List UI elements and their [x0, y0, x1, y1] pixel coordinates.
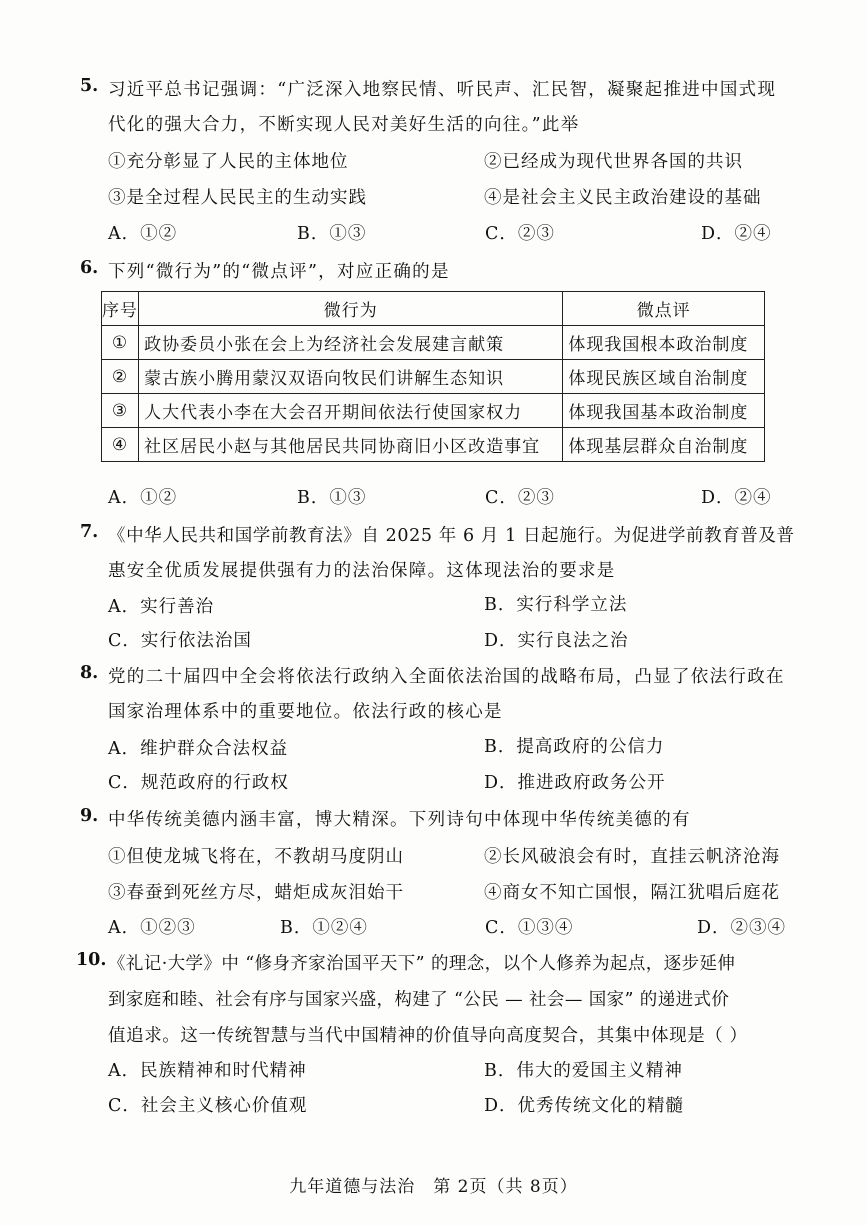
statement-3: ③是全过程人民民主的生动实践 — [108, 188, 367, 208]
question-number: 5. — [80, 76, 99, 96]
table-cell: 体现我国基本政治制度 — [563, 394, 765, 428]
table-cell: 社区居民小赵与其他居民共同协商旧小区改造事宜 — [139, 428, 563, 462]
option-a[interactable]: A．①②③ — [108, 918, 196, 938]
statement-1: ①充分彰显了人民的主体地位 — [108, 152, 349, 172]
option-a[interactable]: A．①② — [108, 224, 178, 244]
behavior-comment-table — [101, 291, 765, 462]
question-stem-line: 下列“微行为”的“微点评”，对应正确的是 — [108, 262, 450, 282]
statement-1: ①但使龙城飞将在，不教胡马度阴山 — [108, 847, 404, 867]
option-d[interactable]: D．推进政府政务公开 — [484, 773, 666, 793]
table-row — [102, 326, 765, 360]
table-cell: ③ — [102, 394, 139, 428]
option-a[interactable]: A．维护群众合法权益 — [108, 739, 289, 759]
table-row — [102, 428, 765, 462]
table-header-row — [102, 292, 765, 326]
question-number: 6. — [80, 258, 99, 278]
option-c[interactable]: C．实行依法治国 — [108, 631, 252, 651]
table-cell: ② — [102, 360, 139, 394]
question-number: 8. — [80, 663, 99, 683]
option-d[interactable]: D．实行良法之治 — [484, 631, 629, 651]
question-stem-line: 党的二十届四中全会将依法行政纳入全面依法治国的战略布局，凸显了依法行政在 — [108, 667, 785, 687]
table-cell: 体现基层群众自治制度 — [563, 428, 765, 462]
table-row — [102, 360, 765, 394]
table-cell: 政协委员小张在会上为经济社会发展建言献策 — [139, 326, 563, 360]
question-stem-line: 惠安全优质发展提供强有力的法治保障。这体现法治的要求是 — [108, 561, 616, 581]
question-stem-line: 代化的强大合力，不断实现人民对美好生活的向往。”此举 — [108, 115, 580, 135]
statement-4: ④是社会主义民主政治建设的基础 — [484, 188, 762, 208]
option-c[interactable]: C．②③ — [485, 488, 555, 508]
header-cell: 序号 — [102, 292, 139, 326]
page-footer: 九年道德与法治 第 2页（共 8页） — [289, 1177, 578, 1197]
option-d[interactable]: D．②④ — [701, 224, 772, 244]
question-stem-line: 到家庭和睦、社会有序与国家兴盛，构建了 “公民 — 社会— 国家” 的递进式价 — [108, 990, 730, 1010]
statement-2: ②长风破浪会有时，直挂云帆济沧海 — [484, 847, 780, 867]
question-stem-line: 国家治理体系中的重要地位。依法行政的核心是 — [108, 702, 503, 722]
question-stem-line: 习近平总书记强调：“广泛深入地察民情、听民声、汇民智，凝聚起推进中国式现 — [108, 80, 777, 100]
question-stem-line: 《礼记·大学》中 “修身齐家治国平天下” 的理念，以个人修养为起点，逐步延伸 — [108, 954, 736, 974]
option-a[interactable]: A．民族精神和时代精神 — [108, 1061, 307, 1081]
option-d[interactable]: D．②④ — [701, 488, 772, 508]
header-cell: 微点评 — [563, 292, 765, 326]
statement-2: ②已经成为现代世界各国的共识 — [484, 152, 743, 172]
option-b[interactable]: B．①③ — [297, 224, 367, 244]
question-number: 9. — [80, 806, 99, 826]
option-b[interactable]: B．实行科学立法 — [484, 595, 628, 615]
question-stem-line: 中华传统美德内涵丰富，博大精深。下列诗句中体现中华传统美德的有 — [108, 810, 691, 830]
option-b[interactable]: B．①②④ — [280, 918, 368, 938]
option-b[interactable]: B．提高政府的公信力 — [484, 737, 665, 757]
option-c[interactable]: C．②③ — [485, 224, 555, 244]
statement-3: ③春蚕到死丝方尽，蜡炬成灰泪始干 — [108, 883, 404, 903]
option-d[interactable]: D．优秀传统文化的精髓 — [484, 1096, 685, 1116]
header-cell: 微行为 — [139, 292, 563, 326]
option-d[interactable]: D．②③④ — [697, 918, 787, 938]
table-cell: 人大代表小李在大会召开期间依法行使国家权力 — [139, 394, 563, 428]
option-c[interactable]: C．社会主义核心价值观 — [108, 1096, 308, 1116]
table-cell: 体现民族区域自治制度 — [563, 360, 765, 394]
table-cell: ④ — [102, 428, 139, 462]
statement-4: ④商女不知亡国恨，隔江犹唱后庭花 — [484, 883, 780, 903]
option-a[interactable]: A．①② — [108, 488, 178, 508]
option-c[interactable]: C．规范政府的行政权 — [108, 773, 289, 793]
question-stem-line: 《中华人民共和国学前教育法》自 2025 年 6 月 1 日起施行。为促进学前教育普及普 — [108, 526, 795, 546]
table-cell: 蒙古族小腾用蒙汉双语向牧民们讲解生态知识 — [139, 360, 563, 394]
question-stem-line: 值追求。这一传统智慧与当代中国精神的价值导向高度契合，其集中体现是（ ） — [108, 1026, 748, 1046]
question-number: 10. — [76, 950, 107, 970]
table-cell: 体现我国根本政治制度 — [563, 326, 765, 360]
option-c[interactable]: C．①③④ — [485, 918, 574, 938]
option-b[interactable]: B．伟大的爱国主义精神 — [484, 1061, 683, 1081]
table-row — [102, 394, 765, 428]
question-number: 7. — [80, 522, 99, 542]
option-b[interactable]: B．①③ — [297, 488, 367, 508]
option-a[interactable]: A．实行善治 — [108, 597, 215, 617]
table-cell: ① — [102, 326, 139, 360]
